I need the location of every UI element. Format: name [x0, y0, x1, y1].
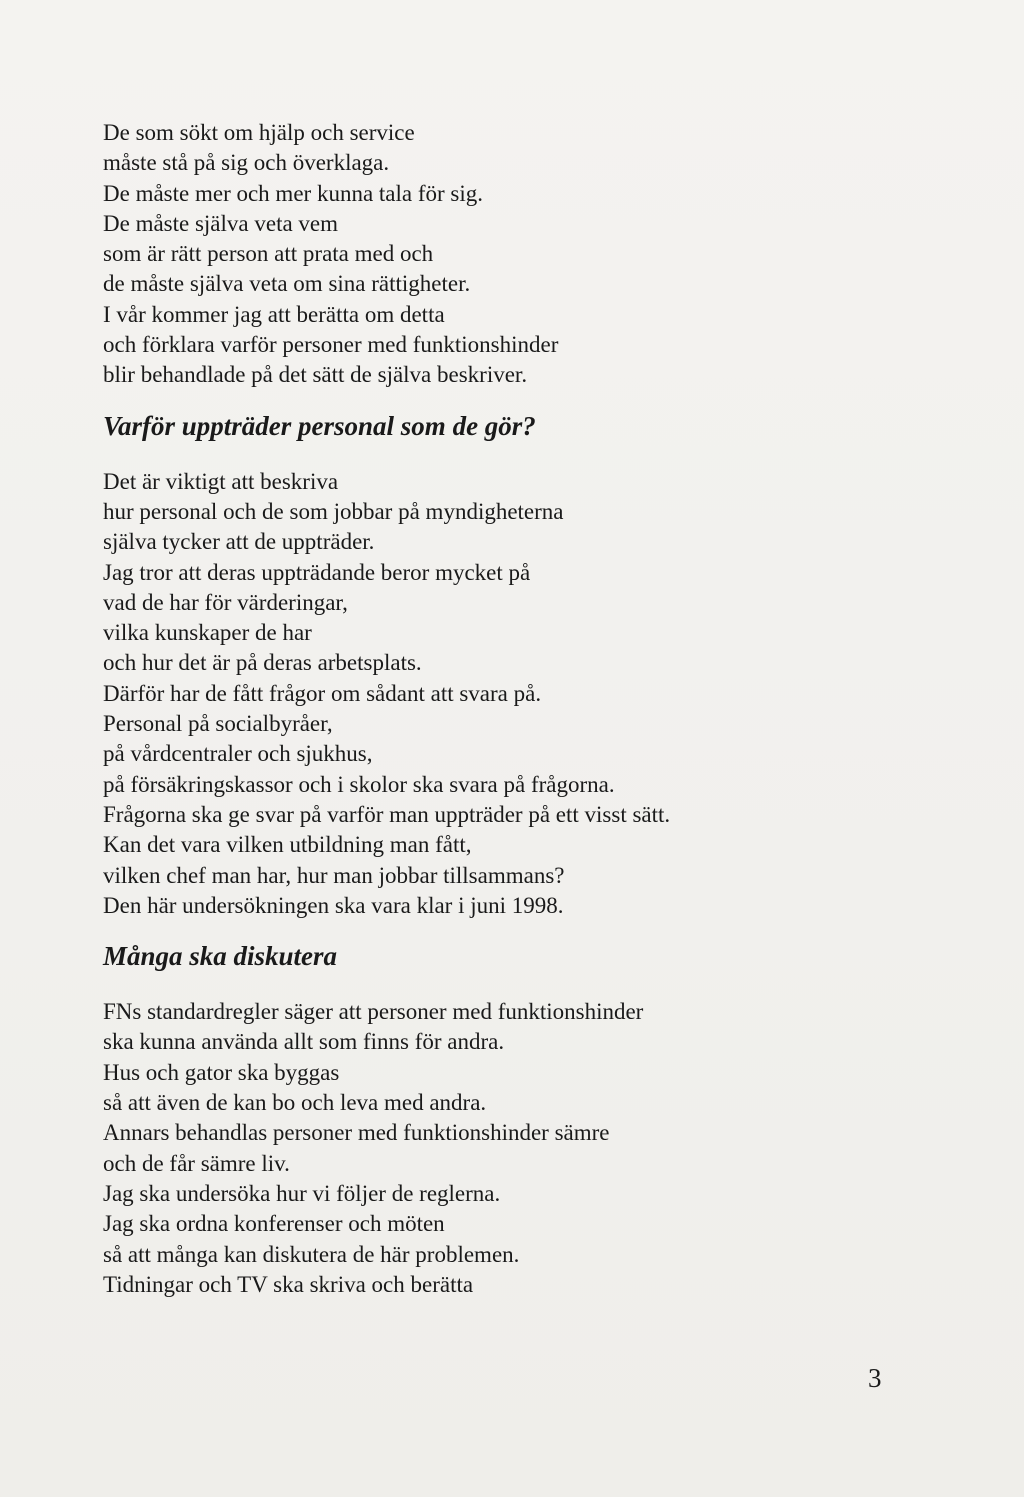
- text-line: Frågorna ska ge svar på varför man uppträder på ett visst sätt.: [103, 801, 671, 827]
- text-line: Den här undersökningen ska vara klar i juni 1998.: [103, 892, 564, 918]
- section-heading-personal: Varför uppträder personal som de gör?: [103, 410, 536, 441]
- text-line: De som sökt om hjälp och service: [103, 120, 415, 145]
- text-line: måste stå på sig och överklaga.: [103, 150, 390, 176]
- text-line: Tidningar och TV ska skriva och berätta: [103, 1271, 474, 1297]
- text-line: som är rätt person att prata med och: [103, 241, 434, 267]
- text-line: Jag tror att deras uppträdande beror mycket på: [103, 559, 531, 585]
- text-line: Jag ska undersöka hur vi följer de reglerna.: [103, 1180, 501, 1206]
- text-line: ska kunna använda allt som finns för andra.: [103, 1029, 505, 1055]
- text-line: Kan det vara vilken utbildning man fått,: [103, 832, 472, 858]
- section-heading-diskutera: Många ska diskutera: [103, 941, 338, 972]
- text-line: De måste själva veta vem: [103, 210, 339, 236]
- text-line: Jag ska ordna konferenser och möten: [103, 1211, 445, 1237]
- page-content: [103, 118, 963, 1300]
- paragraph-diskutera: [103, 997, 963, 1300]
- text-line: vilka kunskaper de har: [103, 620, 312, 646]
- text-line: hur personal och de som jobbar på myndigheterna: [103, 498, 564, 524]
- text-line: på försäkringskassor och i skolor ska svara på frågorna.: [103, 771, 615, 797]
- text-line: själva tycker att de uppträder.: [103, 529, 375, 555]
- text-line: Hus och gator ska byggas: [103, 1059, 340, 1085]
- text-line: Därför har de fått frågor om sådant att svara på.: [103, 680, 542, 706]
- text-line: och de får sämre liv.: [103, 1150, 290, 1176]
- text-line: så att även de kan bo och leva med andra.: [103, 1090, 487, 1116]
- text-line: vad de har för värderingar,: [103, 589, 348, 615]
- text-line: blir behandlade på det sätt de själva beskriver.: [103, 362, 528, 388]
- text-line: I vår kommer jag att berätta om detta: [103, 301, 445, 327]
- text-line: FNs standardregler säger att personer med funktionshinder: [103, 999, 644, 1025]
- text-line: och förklara varför personer med funktionshinder: [103, 332, 559, 358]
- paragraph-personal: [103, 467, 963, 921]
- text-line: vilken chef man har, hur man jobbar tillsammans?: [103, 862, 565, 888]
- page-number: 3: [868, 1363, 882, 1393]
- text-line: så att många kan diskutera de här problemen.: [103, 1241, 520, 1267]
- text-line: de måste själva veta om sina rättigheter.: [103, 271, 471, 297]
- text-line: De måste mer och mer kunna tala för sig.: [103, 180, 484, 206]
- text-line: och hur det är på deras arbetsplats.: [103, 650, 422, 676]
- text-line: på vårdcentraler och sjukhus,: [103, 741, 373, 767]
- text-line: Personal på socialbyråer,: [103, 711, 333, 737]
- text-line: Det är viktigt att beskriva: [103, 468, 339, 494]
- paragraph-intro: [103, 118, 963, 391]
- text-line: Annars behandlas personer med funktionshinder sämre: [103, 1120, 610, 1146]
